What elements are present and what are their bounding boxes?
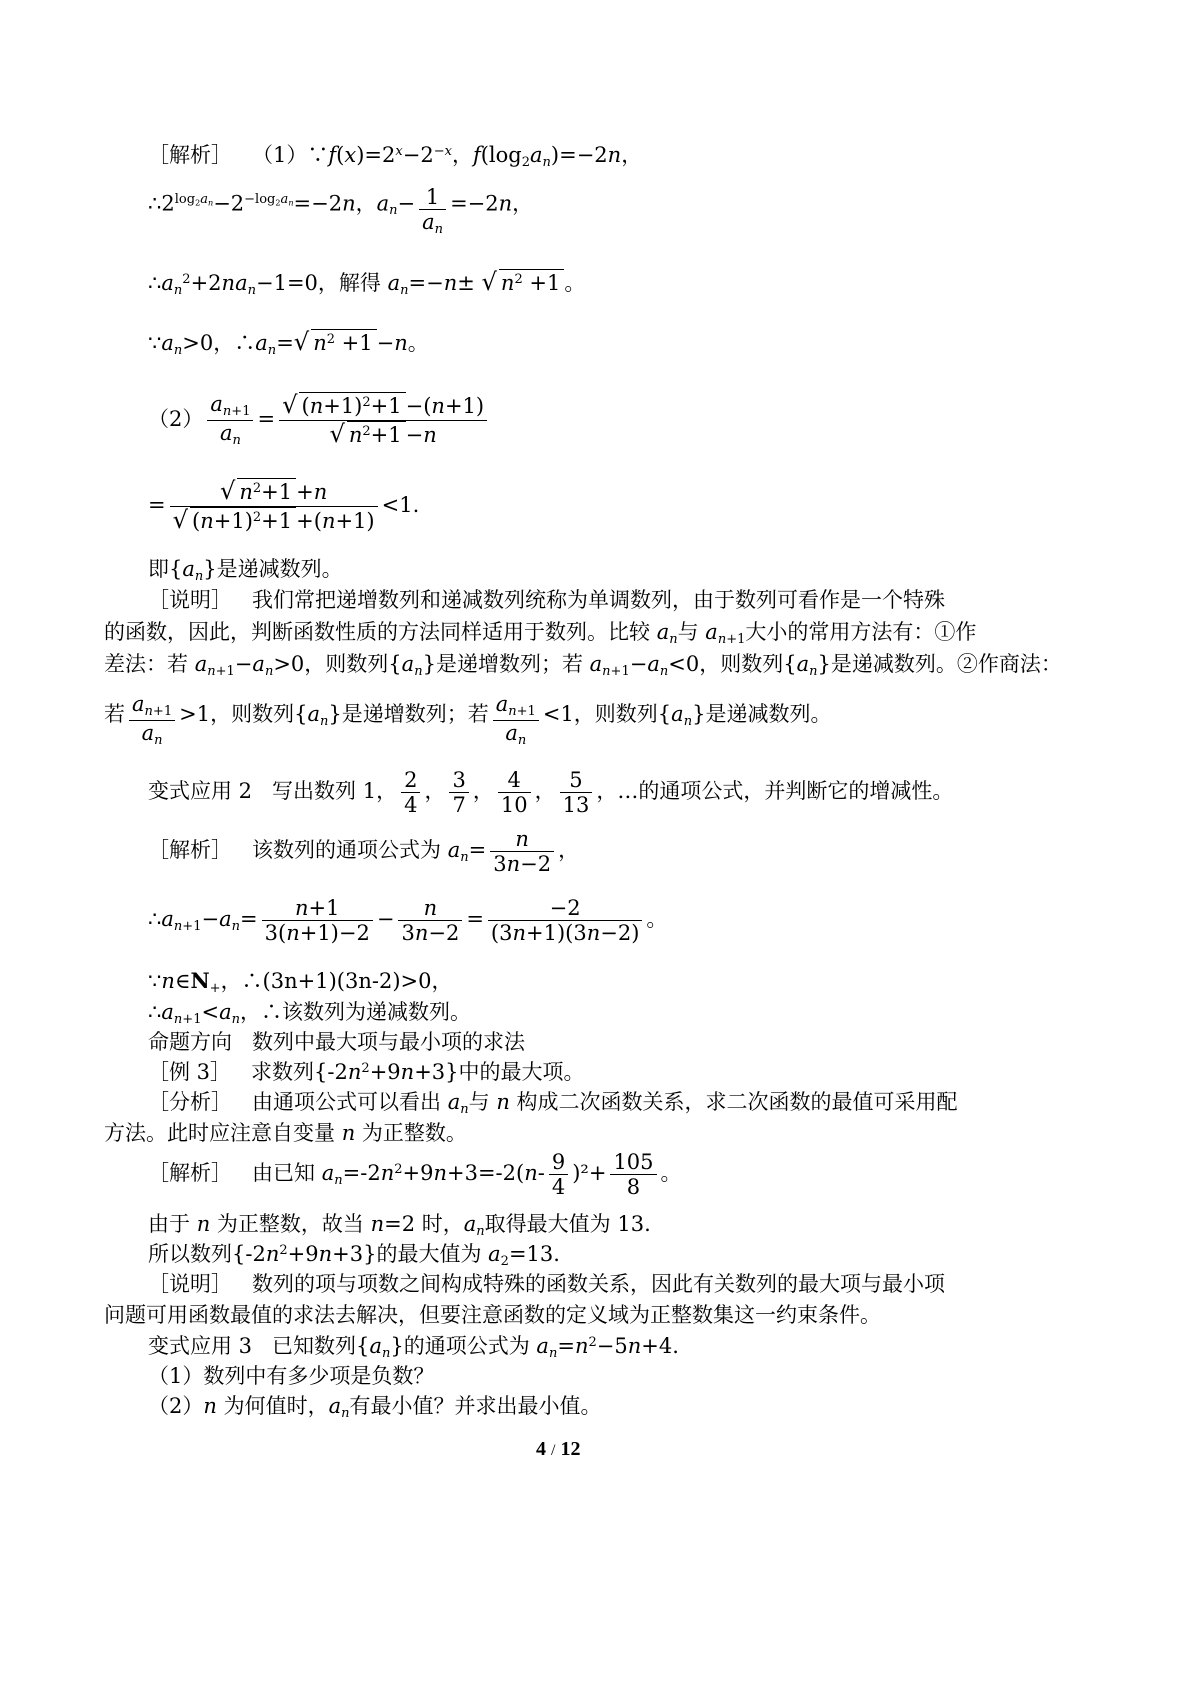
note-line: 差法：若 $a_{n+1}-a_n>0$，则数列$\{a_n\}$是递增数列；若 $a_{n+1}-a_n<0$，则数列$\{a_n\}$是递减数列。②作商法： — [104, 652, 1062, 679]
variant-2-line: 变式应用 2 写出数列 1， $\frac{2}{4}$ ， $\frac{3}{7}$ ， $\frac{4}{10}$ ， $\frac{5}{13}$ ，…的通项公式，并判断它的增减性。 — [148, 768, 954, 818]
text-line: 所以数列$\{-2n^2+9n+3\}$的最大值为 $a_2=13$. — [148, 1242, 560, 1269]
section-heading: 命题方向 数列中最大项与最小项的求法 — [148, 1030, 526, 1054]
note-line: ［说明］ 我们常把递增数列和递减数列统称为单调数列，由于数列可看作是一个特殊 — [148, 588, 946, 612]
question-line: （2）n 为何值时，$a_n$有最小值？并求出最小值。 — [148, 1394, 602, 1421]
solution-line: ［解析］ 该数列的通项公式为 $a_n=$ $\frac{n}{3n-2}$ ， — [148, 827, 580, 877]
note-line: 的函数，因此，判断函数性质的方法同样适用于数列。比较 $a_n$与 $a_{n+1}$大小的常用方法有：①作 — [104, 620, 977, 647]
analysis-line: 方法。此时应注意自变量 n 为正整数。 — [104, 1121, 467, 1145]
note-line: ［说明］ 数列的项与项数之间构成特殊的函数关系，因此有关数列的最大项与最小项 — [148, 1272, 946, 1296]
equation-line: $\because a_n>0$，$\therefore a_n=√$ $n^2 +1 -n$。 — [148, 328, 429, 358]
equation-line: = $\frac{√ n^2+1 +n}{√ (n+1)^2+1 +(n+1)}$ <1. — [148, 477, 420, 534]
text-line: $\therefore a_{n+1}<a_n$，∴该数列为递减数列。 — [148, 1000, 472, 1027]
text-line: $\because n\in N_+$，∴(3n+1)(3n-2)>0， — [148, 968, 453, 996]
note-line: 若 $\frac{a_{n+1}}{a_n}$ >1，则数列$\{a_n\}$是递增数列；若 $\frac{a_{n+1}}{a_n}$ <1，则数列$\{a_n\}$是递减数列。 — [104, 692, 832, 748]
page-separator: / — [551, 1442, 556, 1459]
analysis-line: ［分析］ 由通项公式可以看出 $a_n$与 n 构成二次函数关系，求二次函数的最值可采用配 — [148, 1090, 958, 1117]
equation-line: $\therefore 2^{log_2a_n}-2^{-log_2a_n}=-2n$，$a_n-$ $\frac{1}{a_n}$ =−2n， — [148, 185, 534, 238]
equation-line: $\therefore a_n^2+2na_n-1=0$，解得 $a_n=-n\pm$ √ $n^2 +1$ 。 — [148, 268, 586, 298]
equation-line: $\therefore a_{n+1}-a_n=$ $\frac{n+1}{3(n+1)-2}$ − $\frac{n}{3n-2}$ = $\frac{-2}{(3n+1)(3n-2)}$ 。 — [148, 896, 668, 946]
text-line: 即$\{a_n\}$是递减数列。 — [148, 557, 343, 584]
note-line: 问题可用函数最值的求法去解决，但要注意函数的定义域为正整数集这一约束条件。 — [104, 1303, 881, 1327]
solution-line: ［解析］ 由已知 $a_n=-2n^2+9n+3=-2(n-$ $\frac{9}{4}$ )²+ $\frac{105}{8}$ 。 — [148, 1150, 682, 1200]
equation-line: （2） $\frac{a_{n+1}}{a_n}$ = $\frac{√ (n+1)^2+1 -(n+1)}{√ n^2+1 -n}$ — [148, 392, 491, 449]
page-total: 12 — [560, 1438, 581, 1460]
solution-1-line: ［解析］ $(1)\because f(x)=2^x-2^{-x}$，$f(\log_2a_n)=-2n$， — [148, 143, 643, 170]
page-number — [536, 1437, 580, 1461]
page-current: 4 — [536, 1438, 546, 1460]
variant-3-line: 变式应用 3 已知数列$\{a_n\}$的通项公式为 $a_n=n^2-5n+4$. — [148, 1334, 679, 1361]
question-line: （1）数列中有多少项是负数？ — [148, 1364, 435, 1388]
example-3-line: ［例 3］ 求数列$\{-2n^2+9n+3\}$中的最大项。 — [148, 1060, 585, 1084]
text-line: 由于 n 为正整数，故当 n=2 时，$a_n$取得最大值为 13. — [148, 1212, 651, 1239]
